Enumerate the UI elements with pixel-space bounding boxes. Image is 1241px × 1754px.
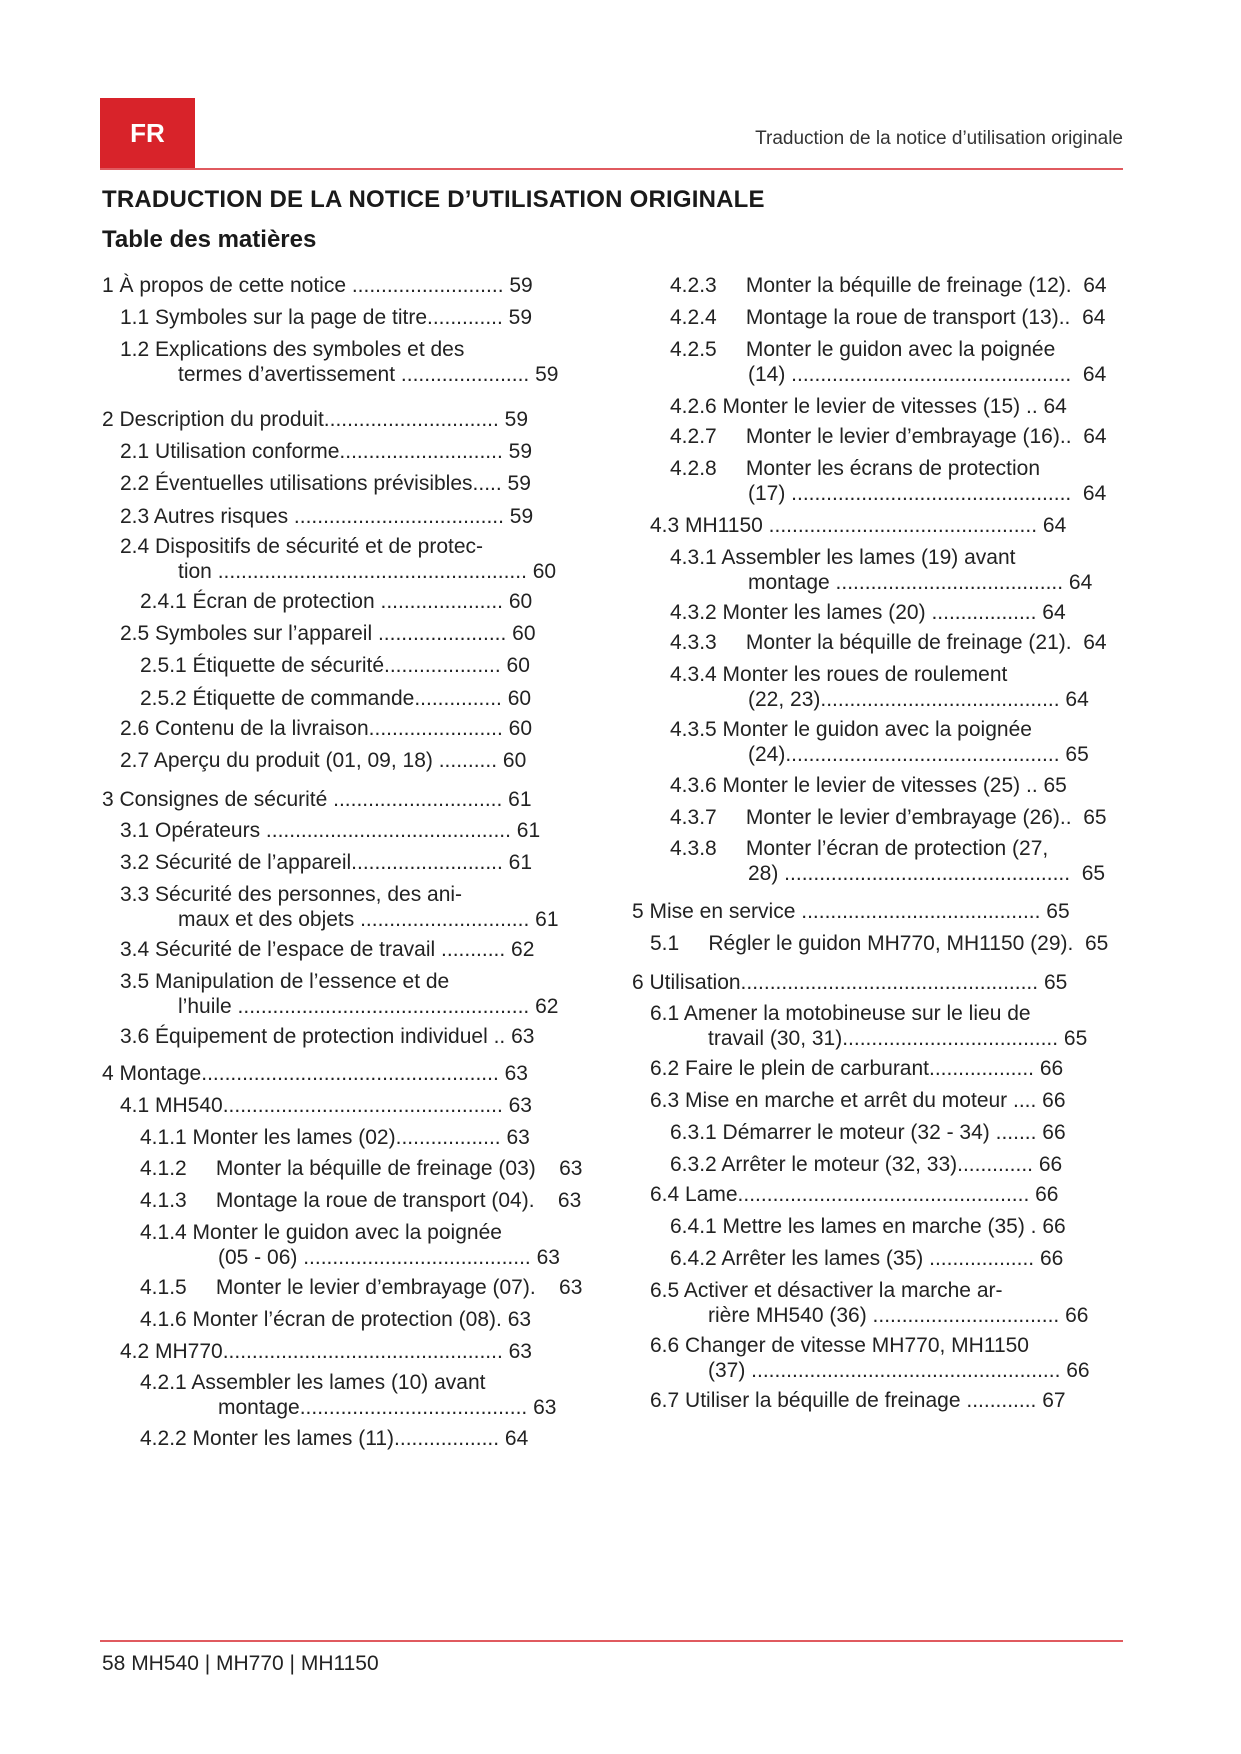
toc-entry-continuation[interactable]: montage....................................... 63 <box>218 1396 557 1419</box>
toc-entry[interactable]: 3.5 Manipulation de l’essence et de <box>120 970 450 993</box>
toc-entry[interactable]: 6.3.2 Arrêter le moteur (32, 33)............. 66 <box>670 1153 1063 1176</box>
toc-entry[interactable]: 6 Utilisation................................................... 65 <box>632 971 1068 994</box>
toc-entry-continuation[interactable]: (05 - 06) ....................................... 63 <box>218 1246 560 1269</box>
toc-entry[interactable]: 6.5 Activer et désactiver la marche ar- <box>650 1279 1003 1302</box>
toc-entry[interactable]: 3.3 Sécurité des personnes, des ani- <box>120 883 463 906</box>
toc-entry[interactable]: 4.1 MH540................................................ 63 <box>120 1094 532 1117</box>
toc-entry[interactable]: 6.7 Utiliser la béquille de freinage ............ 67 <box>650 1389 1066 1412</box>
header-divider <box>100 168 1123 170</box>
toc-entry[interactable]: 4.3.4 Monter les roues de roulement <box>670 663 1008 686</box>
toc-entry[interactable]: 4.2.6 Monter le levier de vitesses (15) .. 64 <box>670 395 1067 418</box>
toc-entry[interactable]: 2.5.1 Étiquette de sécurité.................... 60 <box>140 654 530 677</box>
toc-entry[interactable]: 2.7 Aperçu du produit (01, 09, 18) .......... 60 <box>120 749 527 772</box>
toc-entry[interactable]: 4.2 MH770................................................ 63 <box>120 1340 532 1363</box>
toc-entry[interactable]: 4.3.8 Monter l’écran de protection (27, <box>670 837 1049 860</box>
toc-entry[interactable]: 4.3.6 Monter le levier de vitesses (25) .. 65 <box>670 774 1067 797</box>
toc-entry-continuation[interactable]: 28) ................................................. 65 <box>748 862 1106 885</box>
toc-entry[interactable]: 1 À propos de cette notice .......................... 59 <box>102 274 533 297</box>
toc-entry[interactable]: 6.4.1 Mettre les lames en marche (35) . 66 <box>670 1215 1066 1238</box>
footer-divider <box>100 1640 1123 1642</box>
toc-entry[interactable]: 4.1.5 Monter le levier d’embrayage (07). 63 <box>140 1276 583 1299</box>
toc-entry[interactable]: 4.3.7 Monter le levier d’embrayage (26).. 65 <box>670 806 1107 829</box>
toc-entry[interactable]: 3.6 Équipement de protection individuel .. 63 <box>120 1025 535 1048</box>
toc-entry[interactable]: 3.1 Opérateurs .......................................... 61 <box>120 819 541 842</box>
toc-entry[interactable]: 4.2.8 Monter les écrans de protection <box>670 457 1041 480</box>
toc-entry[interactable]: 3.2 Sécurité de l’appareil.......................... 61 <box>120 851 533 874</box>
toc-entry[interactable]: 4.1.4 Monter le guidon avec la poignée <box>140 1221 502 1244</box>
toc-entry[interactable]: 2.5 Symboles sur l’appareil ...................... 60 <box>120 622 536 645</box>
toc-entry-continuation[interactable]: (24)............................................... 65 <box>748 743 1089 766</box>
toc-entry[interactable]: 3.4 Sécurité de l’espace de travail ........... 62 <box>120 938 535 961</box>
toc-entry-continuation[interactable]: termes d’avertissement ...................... 59 <box>178 363 559 386</box>
toc-entry-continuation[interactable]: tion ..................................................... 60 <box>178 560 557 583</box>
toc-entry[interactable]: 4.3.1 Assembler les lames (19) avant <box>670 546 1016 569</box>
toc-entry[interactable]: 6.1 Amener la motobineuse sur le lieu de <box>650 1002 1031 1025</box>
toc-entry[interactable]: 1.2 Explications des symboles et des <box>120 338 465 361</box>
toc-entry-continuation[interactable]: l’huile .................................................. 62 <box>178 995 559 1018</box>
toc-entry-continuation[interactable]: travail (30, 31)..................................... 65 <box>708 1027 1088 1050</box>
toc-entry[interactable]: 6.4 Lame.................................................. 66 <box>650 1183 1059 1206</box>
toc-entry[interactable]: 4.1.2 Monter la béquille de freinage (03) 63 <box>140 1157 583 1180</box>
toc-entry[interactable]: 4.2.3 Monter la béquille de freinage (12). 64 <box>670 274 1107 297</box>
toc-entry[interactable]: 4.2.4 Montage la roue de transport (13).. 64 <box>670 306 1106 329</box>
header-title: Traduction de la notice d’utilisation originale <box>755 128 1123 149</box>
footer-page-label: 58 MH540 | MH770 | MH1150 <box>102 1652 379 1675</box>
toc-entry[interactable]: 6.4.2 Arrêter les lames (35) .................. 66 <box>670 1247 1064 1270</box>
toc-entry-continuation[interactable]: maux et des objets ............................. 61 <box>178 908 559 931</box>
toc-entry[interactable]: 2.5.2 Étiquette de commande............... 60 <box>140 687 532 710</box>
toc-entry[interactable]: 4.3 MH1150 .............................................. 64 <box>650 514 1067 537</box>
toc-entry[interactable]: 4.1.3 Montage la roue de transport (04). 63 <box>140 1189 582 1212</box>
toc-entry-continuation[interactable]: rière MH540 (36) ................................ 66 <box>708 1304 1089 1327</box>
toc-entry[interactable]: 4.2.5 Monter le guidon avec la poignée <box>670 338 1056 361</box>
toc-entry[interactable]: 6.3.1 Démarrer le moteur (32 - 34) ....... 66 <box>670 1121 1066 1144</box>
toc-entry[interactable]: 2 Description du produit.............................. 59 <box>102 408 529 431</box>
toc-entry-continuation[interactable]: (17) ................................................ 64 <box>748 482 1107 505</box>
toc-entry[interactable]: 4.2.1 Assembler les lames (10) avant <box>140 1371 486 1394</box>
toc-entry[interactable]: 6.6 Changer de vitesse MH770, MH1150 <box>650 1334 1029 1357</box>
toc-entry[interactable]: 4.2.2 Monter les lames (11).................. 64 <box>140 1427 529 1450</box>
toc-entry[interactable]: 2.4.1 Écran de protection ..................... 60 <box>140 590 533 613</box>
toc-entry[interactable]: 4 Montage................................................... 63 <box>102 1062 528 1085</box>
toc-entry[interactable]: 5 Mise en service ......................................... 65 <box>632 900 1070 923</box>
toc-entry[interactable]: 4.1.6 Monter l’écran de protection (08). 63 <box>140 1308 532 1331</box>
toc-entry[interactable]: 2.2 Éventuelles utilisations prévisibles..... 59 <box>120 472 531 495</box>
toc-entry-continuation[interactable]: (14) ................................................ 64 <box>748 363 1107 386</box>
toc-entry[interactable]: 4.3.5 Monter le guidon avec la poignée <box>670 718 1032 741</box>
toc-entry-continuation[interactable]: montage ....................................... 64 <box>748 571 1093 594</box>
toc-heading: Table des matières <box>102 226 317 253</box>
toc-entry[interactable]: 3 Consignes de sécurité ............................. 61 <box>102 788 532 811</box>
toc-entry-continuation[interactable]: (22, 23)......................................... 64 <box>748 688 1089 711</box>
toc-entry[interactable]: 2.3 Autres risques .................................... 59 <box>120 505 534 528</box>
toc-entry[interactable]: 2.1 Utilisation conforme............................ 59 <box>120 440 532 463</box>
toc-entry-continuation[interactable]: (37) ..................................................... 66 <box>708 1359 1090 1382</box>
language-badge: FR <box>100 98 195 168</box>
toc-entry[interactable]: 4.1.1 Monter les lames (02).................. 63 <box>140 1126 530 1149</box>
toc-entry[interactable]: 5.1 Régler le guidon MH770, MH1150 (29). 65 <box>650 932 1109 955</box>
toc-entry[interactable]: 6.3 Mise en marche et arrêt du moteur .... 66 <box>650 1089 1066 1112</box>
toc-entry[interactable]: 1.1 Symboles sur la page de titre............. 59 <box>120 306 533 329</box>
toc-entry[interactable]: 2.6 Contenu de la livraison....................... 60 <box>120 717 533 740</box>
toc-entry[interactable]: 4.3.2 Monter les lames (20) .................. 64 <box>670 601 1066 624</box>
toc-entry[interactable]: 4.3.3 Monter la béquille de freinage (21). 64 <box>670 631 1107 654</box>
toc-entry[interactable]: 2.4 Dispositifs de sécurité et de protec- <box>120 535 484 558</box>
document-title: TRADUCTION DE LA NOTICE D’UTILISATION ORIGINALE <box>102 186 765 213</box>
toc-entry[interactable]: 6.2 Faire le plein de carburant.................. 66 <box>650 1057 1064 1080</box>
toc-entry[interactable]: 4.2.7 Monter le levier d’embrayage (16).. 64 <box>670 425 1107 448</box>
